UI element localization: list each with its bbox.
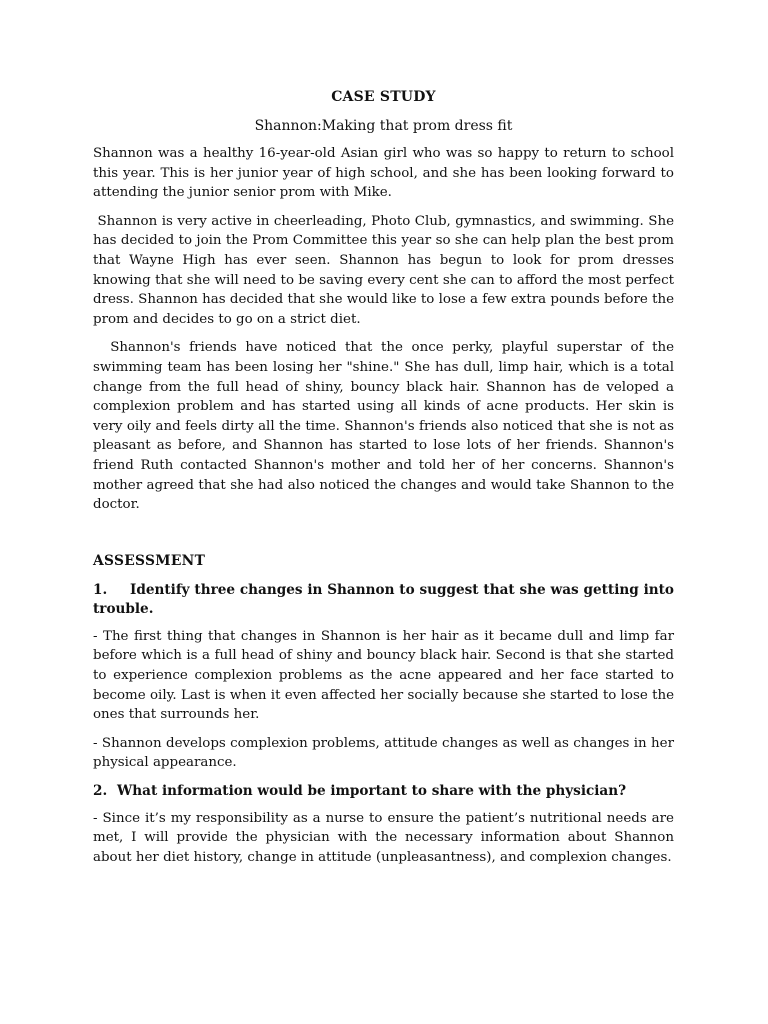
question-2-number: 2.	[93, 783, 108, 800]
case-paragraph-3: Shannon's friends have noticed that the once perky, playful superstar of the swimming team has been losing her "shine." She has dull, limp hair, which is a total change from the full head of shiny, bouncy black hair. Shannon has de veloped a complexion problem and has started using all kinds of acne products. Her skin is very oily and feels dirty all the time. Shannon's friends also noticed that she is not as pleasant as before, and Shannon has started to lose lots of her friends. Shannon's friend Ruth contacted Shannon's mother and told her of her concerns. Shannon's mother agreed that she had also noticed the changes and would take Shannon to the doctor.	[93, 340, 679, 513]
case-paragraph-2: Shannon is very active in cheerleading, Photo Club, gymnastics, and swimming. She has decided to join the Prom Committee this year so she can help plan the best prom that Wayne High has ever seen. Shannon has begun to look for prom dresses knowing that she will need to be saving every cent she can to afford the most perfect dress. Shannon has decided that she would like to lose a few extra pounds before the prom and decides to go on a strict diet.	[93, 213, 679, 327]
question-2-answer-1: - Since it’s my responsibility as a nurse to ensure the patient’s nutritional needs are met, I will provide the physician with the necessary information about Shannon about her diet history, change in attitude (unpleasantness), and complexion changes.	[93, 810, 674, 865]
document-page	[93, 88, 679, 876]
document-subtitle: Shannon:Making that prom dress fit	[254, 118, 513, 134]
question-1-number: 1.	[93, 581, 108, 598]
question-1-answer-2: - Shannon develops complexion problems, attitude changes as well as changes in her physical appearance.	[93, 735, 674, 771]
question-1-text: Identify three changes in Shannon to suggest that she was getting into trouble.	[93, 581, 674, 618]
document-title: CASE STUDY	[331, 89, 436, 105]
question-1-answer-1: - The first thing that changes in Shannon is her hair as it became dull and limp far before which is a full head of shiny and bouncy black hair. Second is that she started to experience complexion problems as the acne appeared and her face started to become oily. Last is when it even affected her socially because she started to lose the ones that surrounds her.	[93, 628, 674, 723]
case-paragraph-1: Shannon was a healthy 16-year-old Asian girl who was so happy to return to school this year. This is her junior year of high school, and she has been looking forward to attending the junior senior prom with Mike.	[93, 146, 674, 201]
question-1	[93, 581, 674, 620]
question-2	[93, 782, 674, 802]
question-2-text: What information would be important to share with the physician?	[117, 783, 627, 800]
assessment-heading: ASSESSMENT	[93, 552, 206, 569]
